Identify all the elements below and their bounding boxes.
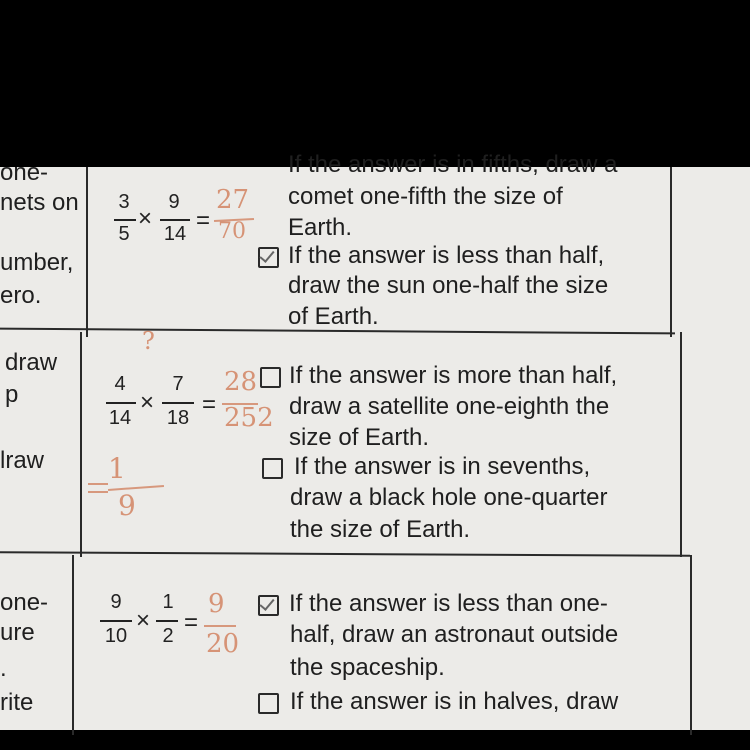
handwritten-answer-denominator: 70 [218,219,246,244]
checkbox[interactable] [262,458,283,479]
fraction-numerator: 3 [118,191,130,213]
left-text-fragment: ero. [0,282,42,309]
times-sign: × [136,607,151,634]
fraction-bar [160,219,190,221]
option-text-line: Earth. [288,214,353,241]
fraction-denominator: 5 [118,223,130,245]
fraction-bar [156,620,178,622]
table-vertical-line-right [670,167,672,337]
fraction-denominator: 14 [108,407,132,429]
left-text-fragment: p [5,381,19,408]
checkbox-checked[interactable] [258,595,279,616]
fraction-denominator: 2 [162,625,174,647]
option-text-line: If the answer is in fifths, draw a [288,151,618,178]
option-text-line: If the answer is in sevenths, [294,453,591,480]
table-vertical-line-left [86,167,88,337]
fraction-bar [114,219,136,221]
left-text-fragment: nets on [0,189,79,216]
left-text-fragment: one- [0,589,49,616]
times-sign: × [140,389,155,416]
handwritten-fraction-bar [204,625,236,627]
checkbox[interactable] [258,693,279,714]
left-text-fragment: . [0,655,7,682]
handwritten-answer-numerator: 9 [208,589,225,619]
option-text-line: the size of Earth. [290,516,471,543]
option-text-line: draw a satellite one-eighth the [289,393,610,420]
handwritten-fraction-bar [108,485,164,491]
fraction-numerator: 4 [114,373,126,395]
left-text-fragment: one- [0,159,49,186]
worksheet-photo [0,151,750,730]
fraction-numerator: 7 [172,373,184,395]
handwritten-simplified-denominator: 9 [118,489,136,522]
fraction-denominator: 14 [163,223,187,245]
option-text-line: size of Earth. [289,424,430,451]
table-vertical-line-right [690,555,692,735]
fraction-denominator: 18 [166,407,190,429]
left-text-fragment: lraw [0,447,45,474]
option-text-line: If the answer is less than half, [288,242,605,269]
option-text-line: If the answer is less than one- [289,590,608,617]
handwritten-equals-stroke [88,483,108,485]
checkbox-checked[interactable] [258,247,279,268]
table-vertical-line-left [80,332,82,557]
left-text-fragment: umber, [0,249,74,276]
option-text-line: of Earth. [288,303,379,330]
handwritten-answer-numerator: 28 [224,367,258,397]
fraction-numerator: 9 [168,191,180,213]
handwritten-answer-denominator: 20 [206,629,240,659]
option-text-line: If the answer is in halves, draw [290,688,619,715]
equals-sign: = [202,391,217,418]
option-text-line: the spaceship. [290,654,445,681]
table-row-divider [0,551,690,557]
table-vertical-line-right [680,332,682,557]
times-sign: × [138,205,153,232]
fraction-denominator: 10 [104,625,128,647]
equals-sign: = [196,207,211,234]
handwritten-answer-denominator: 252 [224,403,274,433]
option-text-line: half, draw an astronaut outside [290,621,619,648]
fraction-bar [162,402,194,404]
handwritten-simplified-numerator: 1 [108,452,126,485]
left-text-fragment: ure [0,619,35,646]
handwritten-equals-stroke [88,491,108,493]
fraction-numerator: 9 [110,591,122,613]
fraction-numerator: 1 [162,591,174,613]
handwritten-question-mark: ? [142,327,155,355]
option-text-line: draw the sun one-half the size [288,272,609,299]
handwritten-answer-numerator: 27 [216,185,250,215]
option-text-line: draw a black hole one-quarter [290,484,608,511]
fraction-bar [100,620,132,622]
left-text-fragment: draw [5,349,58,376]
option-text-line: comet one-fifth the size of [288,183,563,210]
table-vertical-line-left [72,555,74,735]
fraction-bar [106,402,136,404]
checkbox[interactable] [260,367,281,388]
equals-sign: = [184,609,199,636]
left-text-fragment: rite [0,689,34,716]
option-text-line: If the answer is more than half, [289,362,618,389]
